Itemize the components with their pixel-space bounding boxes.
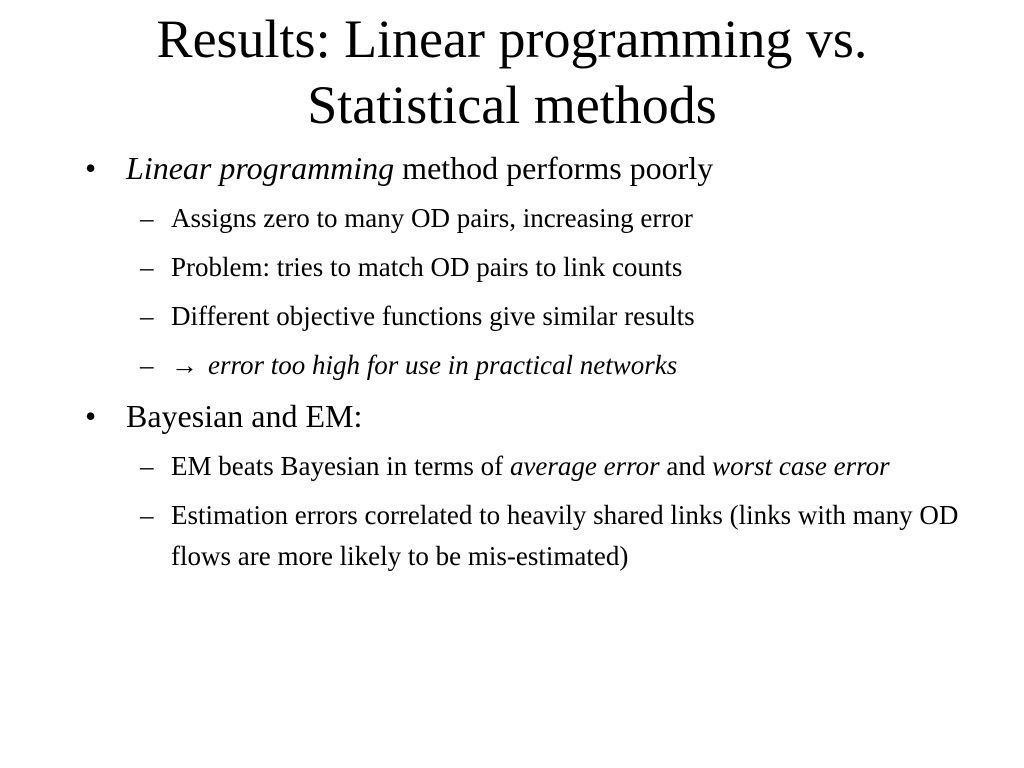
sub-bullet-text: and [659,451,713,481]
bullet-icon: • [85,398,97,434]
slide-body [85,146,965,577]
dash-icon: – [140,500,154,530]
sub-bullet-text: Problem: tries to match OD pairs to link counts [171,252,683,282]
sub-bullet [85,247,965,288]
dash-icon: – [140,252,154,282]
sub-bullet-text: error too high for use in practical networks [208,350,678,380]
sub-bullet-text: Different objective functions give similar results [171,301,695,331]
sub-bullet [85,198,965,239]
sub-bullet-text: Assigns zero to many OD pairs, increasing error [171,203,693,233]
arrow-right-icon: → [171,350,198,380]
bullet-text: method performs poorly [394,150,714,186]
sub-bullet-italic: worst case error [712,451,890,481]
sub-bullet-text: Estimation errors correlated to heavily shared links (links with many OD flows are more likely to be mis-estimated) [171,500,959,571]
sub-bullet [85,495,965,577]
dash-icon: – [140,451,154,481]
bullet-linear-programming [85,146,965,190]
slide-title [60,6,964,138]
sub-bullet-italic: average error [509,451,660,481]
bullet-icon: • [85,150,97,186]
sub-bullet [85,345,965,386]
slide-title-line-2: Statistical methods [307,75,717,135]
dash-icon: – [140,350,154,380]
slide-title-line-1: Results: Linear programming vs. [156,9,868,69]
sub-bullet [85,296,965,337]
sub-bullet [85,446,965,487]
bullet-text: Bayesian and EM: [126,398,363,434]
bullet-bayesian-em [85,394,965,438]
bullet-lead-italic: Linear programming [126,150,395,186]
sub-bullet-text: EM beats Bayesian in terms of [171,451,510,481]
dash-icon: – [140,301,154,331]
dash-icon: – [140,203,154,233]
